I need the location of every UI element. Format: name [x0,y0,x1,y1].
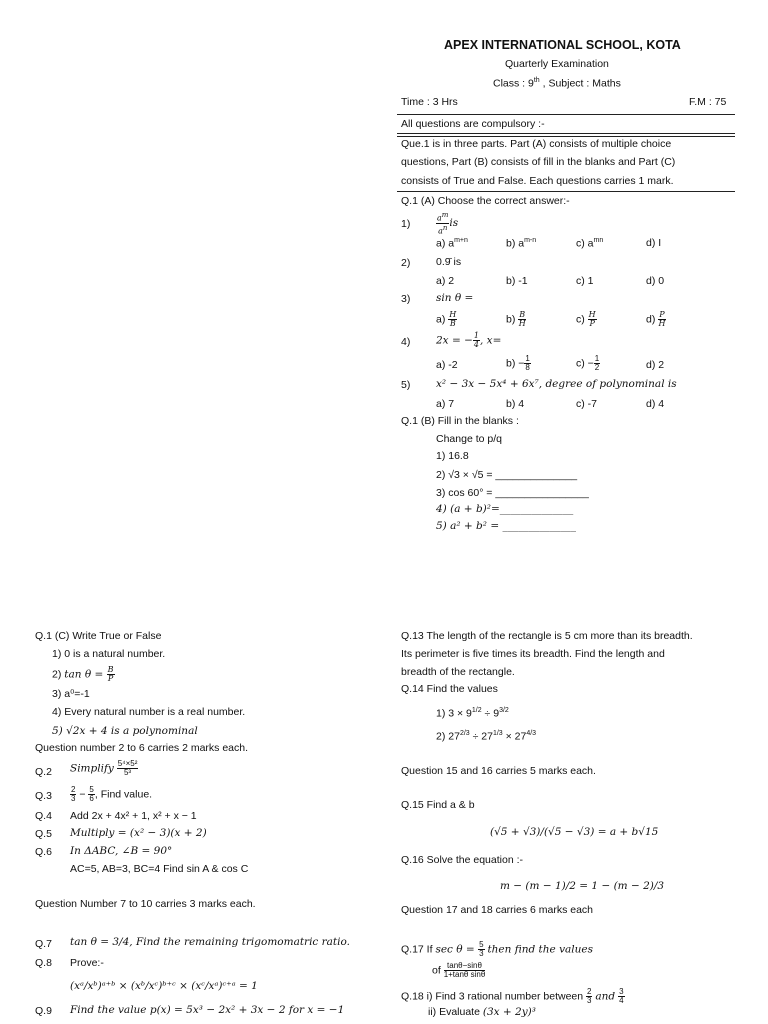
option: c) $a^{mn}$ [576,237,604,250]
q-num: Q.8 [35,957,52,969]
q1a-num: 5) [401,379,411,391]
q1a-question: sin θ = [436,292,474,304]
class-subject: Class : 9th , Subject : Maths [493,77,621,90]
q13-line: Q.13 The length of the rectangle is 5 cm more than its breadth. [401,630,693,642]
q1a-heading: Q.1 (A) Choose the correct answer:- [401,195,570,207]
q1a-question: 0.9̄ is [436,256,462,268]
q1b-heading: Q.1 (B) Fill in the blanks : [401,415,519,427]
q18-sub: ii) Evaluate (3x + 2y)³ [428,1006,536,1018]
q6-text: In ΔABC, ∠B = 90° [70,845,173,857]
q1a-num: 2) [401,257,411,269]
tf-item: 5) √2x + 4 is a polynominal [52,725,198,737]
option: c) -7 [576,398,597,410]
option: b) $\frac{B}{H}$ [506,310,526,328]
option: b) − $\frac{1}{8}$ [506,354,530,372]
q16-expression: m − (m − 1)/2 = 1 − (m − 2)/3 [500,880,665,892]
divider [397,114,735,115]
q4-text: Add 2x + 4x² + 1, x² + x − 1 [70,810,197,822]
time: Time : 3 Hrs [401,96,458,108]
option: d) I [646,237,662,249]
option: b) -1 [506,275,528,287]
q17-sub: of $\frac{\tan\theta-\sin\theta}{\text{1+tanθ sinθ}}$ [432,961,486,979]
option: c) − $\frac{1}{2}$ [576,354,600,372]
q2-text [70,760,138,777]
section-note: Question number 2 to 6 carries 2 marks each. [35,742,249,754]
q1b-sub: Change to p/q [436,433,502,445]
q13-line: Its perimeter is five times its breadth. Find the length and [401,648,665,660]
que1-line: consists of True and False. Each questions carries 1 mark. [401,175,674,187]
option: a) 2 [436,275,455,287]
option: a) $a^{m+n}$ [436,237,468,250]
q3-text: $\frac{2}{3}$ − $\frac{5}{6}$ , Find value. [71,785,153,803]
q-text: is [449,216,459,229]
divider [397,191,735,192]
option: a) -2 [436,359,458,371]
tf-item: 3) a⁰=-1 [52,688,90,700]
q-num: Q.7 [35,938,52,950]
q-num: Q.4 [35,810,52,822]
q1a-num: 3) [401,293,411,305]
blank-item: 2) √3 × √5 = ______________ [436,469,578,481]
option: d) $\frac{P}{H}$ [646,310,666,328]
option: b) $a^{m-n}$ [506,237,537,250]
q5-text: Multiply = (x² − 3)(x + 2) [70,827,207,839]
section-note: Question 15 and 16 carries 5 marks each. [401,765,596,777]
tf-item: 4) Every natural number is a real number. [52,706,246,718]
q1a-question: 2x = − $\frac{1}{4}$ , x= [436,331,502,349]
q-num: Q.2 [35,766,52,778]
q-num: Q.5 [35,828,52,840]
option: a) 7 [436,398,455,410]
q-num: Q.6 [35,846,52,858]
blank-item: 3) cos 60° = ________________ [436,487,589,499]
section-note: Question Number 7 to 10 carries 3 marks each. [35,898,256,910]
q1a-num: 1) [401,218,411,230]
option: c) 1 [576,275,594,287]
q17-text: Q.17 If sec θ = $\frac{5}{3}$ then find the values [401,940,594,958]
q6-text: AC=5, AB=3, BC=4 Find sin A & cos C [70,863,249,875]
option: b) 4 [506,398,525,410]
section-note: Question 17 and 18 carries 6 marks each [401,904,594,916]
exam-title: Quarterly Examination [505,58,609,70]
q1c-heading: Q.1 (C) Write True or False [35,630,162,642]
q16-text: Q.16 Solve the equation :- [401,854,523,866]
divider [397,136,735,137]
q-text: Simplify [70,762,114,775]
q7-text: tan θ = 3/4, Find the remaining trigomomatric ratio. [70,936,350,948]
q14-item: 1) $3 \times 9^{1/2} \div 9^{3/2}$ [436,707,509,720]
q14-item: 2) $27^{2/3} \div 27^{1/3} \times 27^{4/3}$ [436,730,537,743]
school-name: APEX INTERNATIONAL SCHOOL, KOTA [444,38,681,52]
option: d) 2 [646,359,665,371]
q15-expression: (√5 + √3)/(√5 − √3) = a + b√15 [490,826,659,838]
divider [397,133,735,134]
option: d) 0 [646,275,665,287]
q13-line: breadth of the rectangle. [401,666,515,678]
frac-num: 5⁴×5² [117,759,138,768]
q1a-num: 4) [401,336,411,348]
q1a-question: $\frac{a^m}{a^n}$ is [437,211,459,236]
option: a) $\frac{H}{B}$ [436,310,457,328]
q-num: Q.9 [35,1005,52,1017]
tf-item: 1) 0 is a natural number. [52,648,166,660]
q-num: Q.3 [35,790,52,802]
full-marks: F.M : 75 [689,96,727,108]
q8-text: Prove:- [70,957,104,969]
option: c) $\frac{H}{P}$ [576,310,596,328]
q9-text: Find the value p(x) = 5x³ − 2x² + 3x − 2 for x = −1 [70,1004,345,1016]
blank-item: 1) 16.8 [436,450,469,462]
frac-den: 5³ [123,768,132,777]
tf-item: 2) tan θ = $\frac{B}{P}$ [52,665,114,683]
compulsory-note: All questions are compulsory :- [401,118,545,130]
blank-item: 5) a² + b² = ______________ [436,520,576,532]
q15-text: Q.15 Find a & b [401,799,475,811]
option: d) 4 [646,398,665,410]
blank-item: 4) (a + b)²=______________ [436,503,574,515]
q1a-question: x² − 3x − 5x⁴ + 6x⁷, degree of polynominal is [436,378,677,390]
que1-line: Que.1 is in three parts. Part (A) consists of multiple choice [401,138,672,150]
q18-text: Q.18 i) Find 3 rational number between $\frac{2}{3}$ and $\frac{3}{4}$ [401,987,624,1005]
q8-expression: (xᵃ/xᵇ)ᵃ⁺ᵇ × (xᵇ/xᶜ)ᵇ⁺ᶜ × (xᶜ/xᵃ)ᶜ⁺ᵃ = 1 [70,980,258,992]
que1-line: questions, Part (B) consists of fill in the blanks and Part (C) [401,156,676,168]
q14-text: Q.14 Find the values [401,683,498,695]
